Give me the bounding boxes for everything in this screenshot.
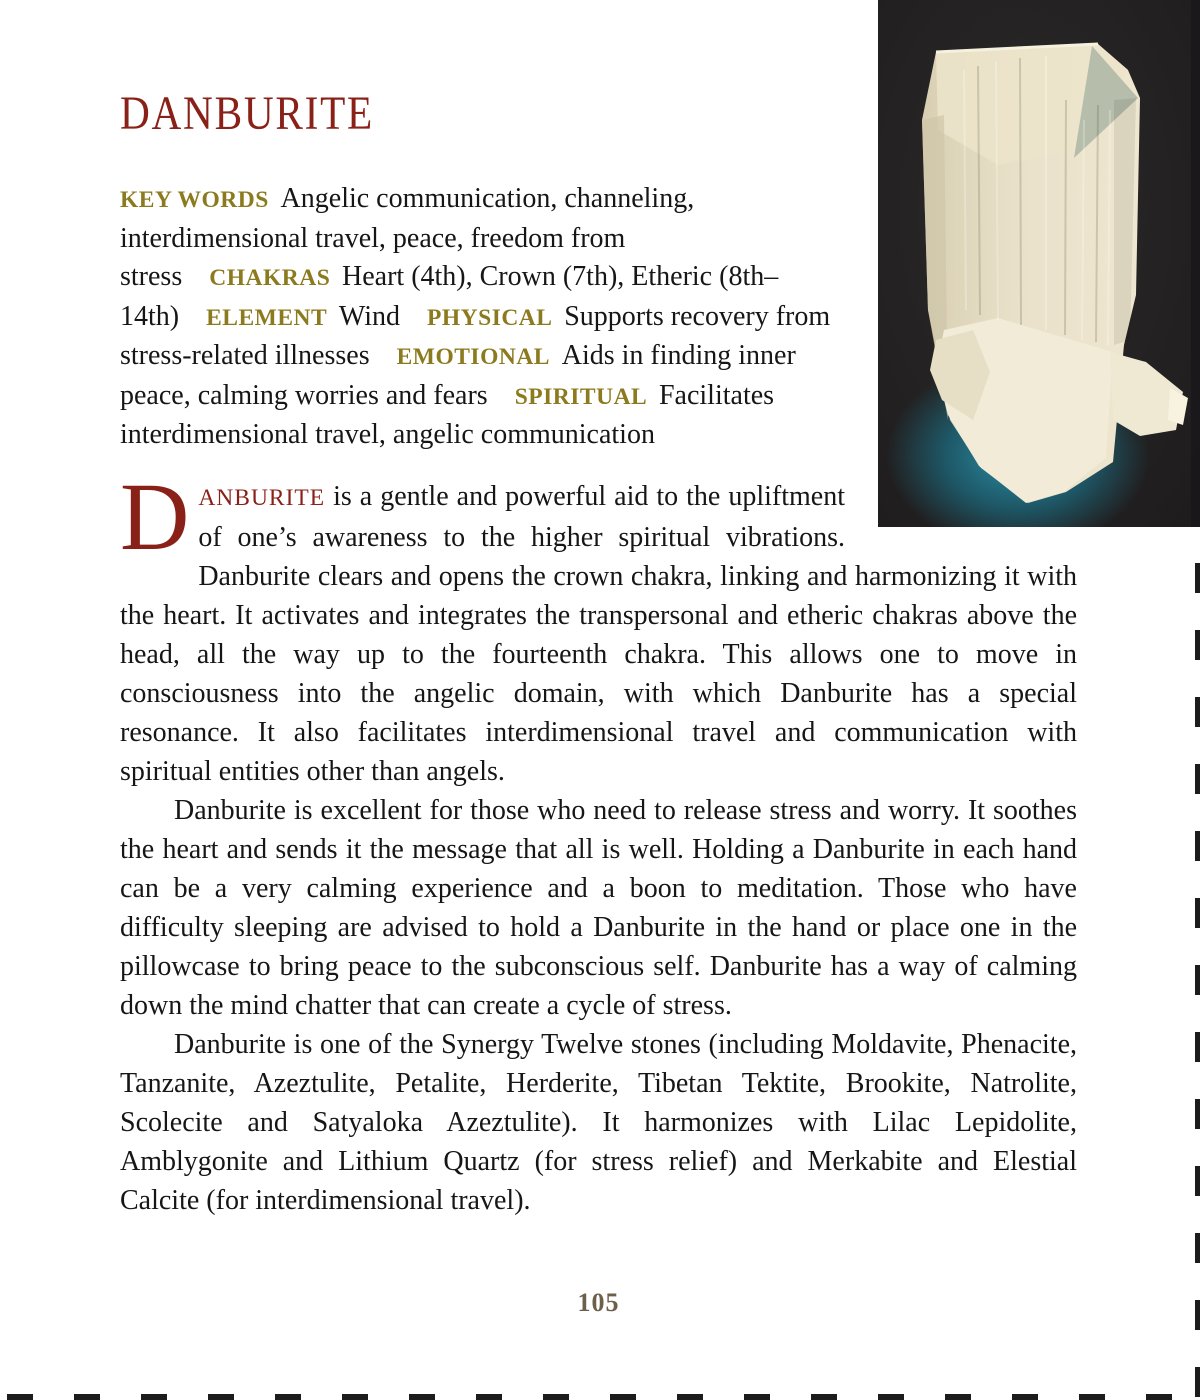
page-edge-tick (1195, 630, 1200, 660)
page-edge-tick (1195, 1367, 1200, 1397)
bottom-edge-mark (409, 1394, 435, 1400)
page-edge-tick (1195, 563, 1200, 593)
page-title: DANBURITE (120, 87, 374, 140)
lead-small-caps: ANBURITE (198, 485, 326, 511)
property-label-spiritual: SPIRITUAL (514, 383, 648, 410)
bottom-edge-mark (811, 1394, 837, 1400)
page-edge-tick (1195, 898, 1200, 928)
bottom-edge-mark (945, 1394, 971, 1400)
page-edge-tick (1195, 831, 1200, 861)
page-number: 105 (577, 1288, 620, 1317)
bottom-edge-mark (677, 1394, 703, 1400)
page-edge-tick (1195, 697, 1200, 727)
properties-block (120, 180, 862, 455)
paragraph-1 (120, 463, 1077, 791)
crystal-photo (878, 0, 1200, 527)
property-label-physical: PHYSICAL (427, 304, 553, 331)
bottom-edge-mark (476, 1394, 502, 1400)
bottom-edge-mark (1079, 1394, 1105, 1400)
property-text-spiritual: Facilitates interdimensional travel, angelic communication (120, 379, 775, 450)
property-text-emotional: Aids in finding inner peace, calming worries and fears (120, 340, 796, 411)
crystal-photo-image (878, 0, 1200, 527)
bottom-edge-mark (208, 1394, 234, 1400)
property-label-key-words: KEY WORDS (120, 187, 269, 213)
bottom-edge-mark (744, 1394, 770, 1400)
page-edge-tick (1195, 965, 1200, 995)
page-edge-tick (1195, 1166, 1200, 1196)
property-text-element: Wind (338, 300, 400, 332)
bottom-edge-mark (1012, 1394, 1038, 1400)
photo-wrap-spacer (845, 477, 1077, 555)
page-edge-tick (1195, 1099, 1200, 1129)
bottom-edge-mark (1146, 1394, 1172, 1400)
page-edge-tick (1195, 1233, 1200, 1263)
bottom-edge-mark (342, 1394, 368, 1400)
bottom-edge-mark (275, 1394, 301, 1400)
page-edge-tick (1195, 764, 1200, 794)
property-label-element: ELEMENT (206, 304, 328, 331)
bottom-edge-mark (878, 1394, 904, 1400)
property-label-chakras: CHAKRAS (209, 265, 331, 291)
paragraph-1-text: is a gentle and powerful aid to the upliftment of one’s awareness to the higher spiritual vibrations. Danburite clears and opens the crown chakra, linking and harmonizing it with the heart. It activates and integrates the transpersonal and etheric chakras above the head, all the way up to the fourteenth chakra. This allows one to move in consciousness into the angelic domain, with which Danburite has a special resonance. It also facilitates interdimensional travel and communication with spiritual entities other than angels. (120, 481, 1077, 787)
page-edge-tick (1195, 1300, 1200, 1330)
bottom-edge-mark (7, 1394, 33, 1400)
bottom-edge-mark (141, 1394, 167, 1400)
bottom-edge-mark (610, 1394, 636, 1400)
property-text-key-words: Angelic communication, channeling, interdimensional travel, peace, freedom from stress (120, 183, 695, 292)
property-text-physical: Supports recovery from stress-related illnesses (120, 300, 831, 371)
bottom-edge-mark (543, 1394, 569, 1400)
property-label-emotional: EMOTIONAL (396, 344, 550, 370)
body-text (120, 463, 1077, 1220)
bottom-edge-mark (74, 1394, 100, 1400)
property-text-chakras: Heart (4th), Crown (7th), Etheric (8th–14th) (120, 261, 779, 332)
page-edge-tick (1195, 1032, 1200, 1062)
paragraph-3: Danburite is one of the Synergy Twelve stones (including Moldavite, Phenacite, Tanzanite, Azeztulite, Petalite, Herderite, Tibetan Tektite, Brookite, Natrolite, Scolecite and Satyaloka Azeztulite). It harmonizes with Lilac Lepidolite, Amblygonite and Lithium Quartz (for stress relief) and Merkabite and Elestial Calcite (for interdimensional travel). (120, 1029, 1077, 1216)
paragraph-2: Danburite is excellent for those who need to release stress and worry. It soothes the heart and sends it the message that all is well. Holding a Danburite in each hand can be a very calming experience and a boon to meditation. Those who have difficulty sleeping are advised to hold a Danburite in the hand or place one in the pillowcase to bring peace to the subconscious self. Danburite has a way of calming down the mind chatter that can create a cycle of stress. (120, 795, 1077, 1021)
drop-cap: D (120, 463, 190, 570)
